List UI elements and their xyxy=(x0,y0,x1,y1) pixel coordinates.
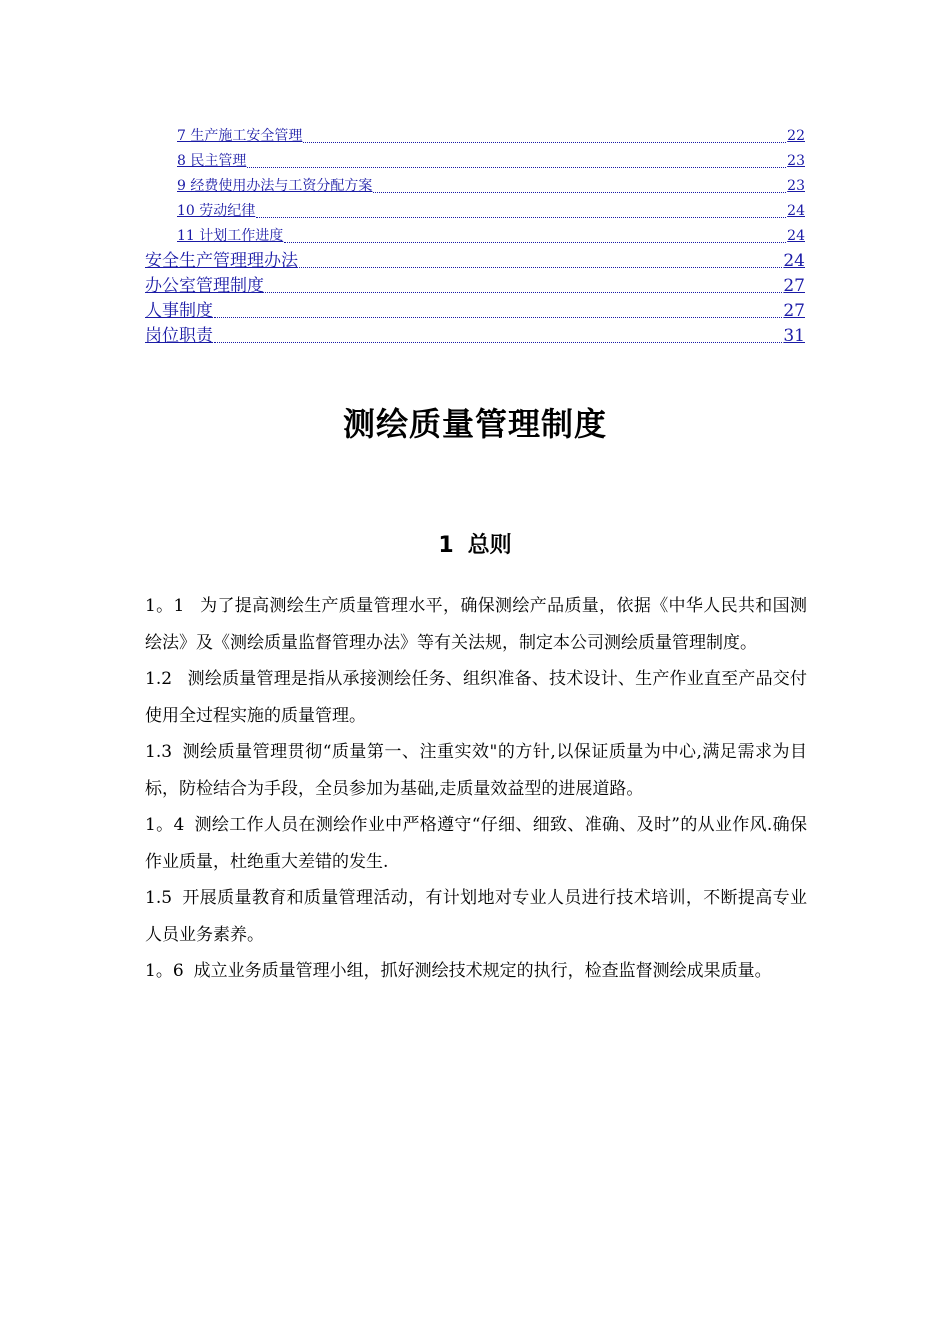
paragraph xyxy=(145,588,807,661)
toc-item-democratic-management[interactable] xyxy=(145,149,805,174)
toc-item-label: 岗位职责 xyxy=(145,326,213,346)
paragraph-number: 1.2 xyxy=(145,669,173,689)
paragraph-text: 开展质量教育和质量管理活动，有计划地对专业人员进行技术培训，不断提高专业人员业务素养。 xyxy=(145,888,807,945)
section-heading xyxy=(0,528,950,559)
toc-item-funding-salary[interactable] xyxy=(145,174,805,199)
paragraph xyxy=(145,734,807,807)
toc-item-page: 27 xyxy=(783,276,805,296)
toc-item-page: 23 xyxy=(787,153,805,169)
paragraph xyxy=(145,807,807,880)
paragraph xyxy=(145,661,807,734)
toc-item-label: 办公室管理制度 xyxy=(145,276,264,296)
toc-leader-dots xyxy=(247,166,786,168)
paragraph-number: 1。6 xyxy=(145,961,184,981)
paragraph xyxy=(145,880,807,953)
toc-item-label: 10 劳动纪律 xyxy=(177,203,256,219)
toc-item-work-schedule[interactable] xyxy=(145,224,805,249)
paragraph-text: 成立业务质量管理小组，抓好测绘技术规定的执行，检查监督测绘成果质量。 xyxy=(193,961,772,981)
paragraph xyxy=(145,953,807,990)
toc-item-office-rules[interactable] xyxy=(145,274,805,299)
section-number: 1 xyxy=(438,533,454,559)
toc-item-label: 9 经费使用办法与工资分配方案 xyxy=(177,178,373,194)
paragraph-number: 1。4 xyxy=(145,815,185,835)
paragraph-text: 测绘工作人员在测绘作业中严格遵守“仔细、细致、准确、及时”的从业作风.确保作业质量，杜绝重大差错的发生. xyxy=(145,815,807,872)
toc-item-personnel-rules[interactable] xyxy=(145,299,805,324)
toc-leader-dots xyxy=(284,241,786,243)
paragraph-number: 1.5 xyxy=(145,888,173,908)
document-body xyxy=(145,588,807,990)
paragraph-text: 为了提高测绘生产质量管理水平，确保测绘产品质量，依据《中华人民共和国测绘法》及《测绘质量监督管理办法》等有关法规，制定本公司测绘质量管理制度。 xyxy=(145,596,807,653)
table-of-contents xyxy=(145,124,805,349)
toc-item-safety-management[interactable] xyxy=(145,249,805,274)
paragraph-number: 1。1 xyxy=(145,596,185,616)
toc-item-page: 24 xyxy=(783,251,805,271)
toc-item-page: 23 xyxy=(787,178,805,194)
toc-item-page: 27 xyxy=(783,301,805,321)
toc-leader-dots xyxy=(303,141,786,143)
toc-item-page: 22 xyxy=(787,128,805,144)
paragraph-text: 测绘质量管理贯彻“质量第一、注重实效"的方针,以保证质量为中心,满足需求为目标，防检结合为手段，全员参加为基础,走质量效益型的进展道路。 xyxy=(145,742,807,799)
toc-item-label: 11 计划工作进度 xyxy=(177,228,284,244)
toc-leader-dots xyxy=(373,191,786,193)
toc-item-label: 安全生产管理理办法 xyxy=(145,251,298,271)
toc-leader-dots xyxy=(214,341,782,343)
toc-leader-dots xyxy=(214,316,782,318)
toc-item-label: 8 民主管理 xyxy=(177,153,247,169)
toc-item-label: 人事制度 xyxy=(145,301,213,321)
section-title: 总则 xyxy=(467,533,512,559)
document-title: 测绘质量管理制度 xyxy=(342,405,607,444)
toc-item-label: 7 生产施工安全管理 xyxy=(177,128,303,144)
toc-leader-dots xyxy=(265,291,782,293)
paragraph-number: 1.3 xyxy=(145,742,173,762)
toc-item-page: 31 xyxy=(783,326,805,346)
toc-item-labor-discipline[interactable] xyxy=(145,199,805,224)
toc-item-page: 24 xyxy=(787,228,805,244)
toc-leader-dots xyxy=(299,266,782,268)
toc-item-job-duties[interactable] xyxy=(145,324,805,349)
toc-leader-dots xyxy=(256,216,786,218)
toc-item-page: 24 xyxy=(787,203,805,219)
toc-item-production-safety[interactable] xyxy=(145,124,805,149)
paragraph-text: 测绘质量管理是指从承接测绘任务、组织准备、技术设计、生产作业直至产品交付使用全过程实施的质量管理。 xyxy=(145,669,807,726)
